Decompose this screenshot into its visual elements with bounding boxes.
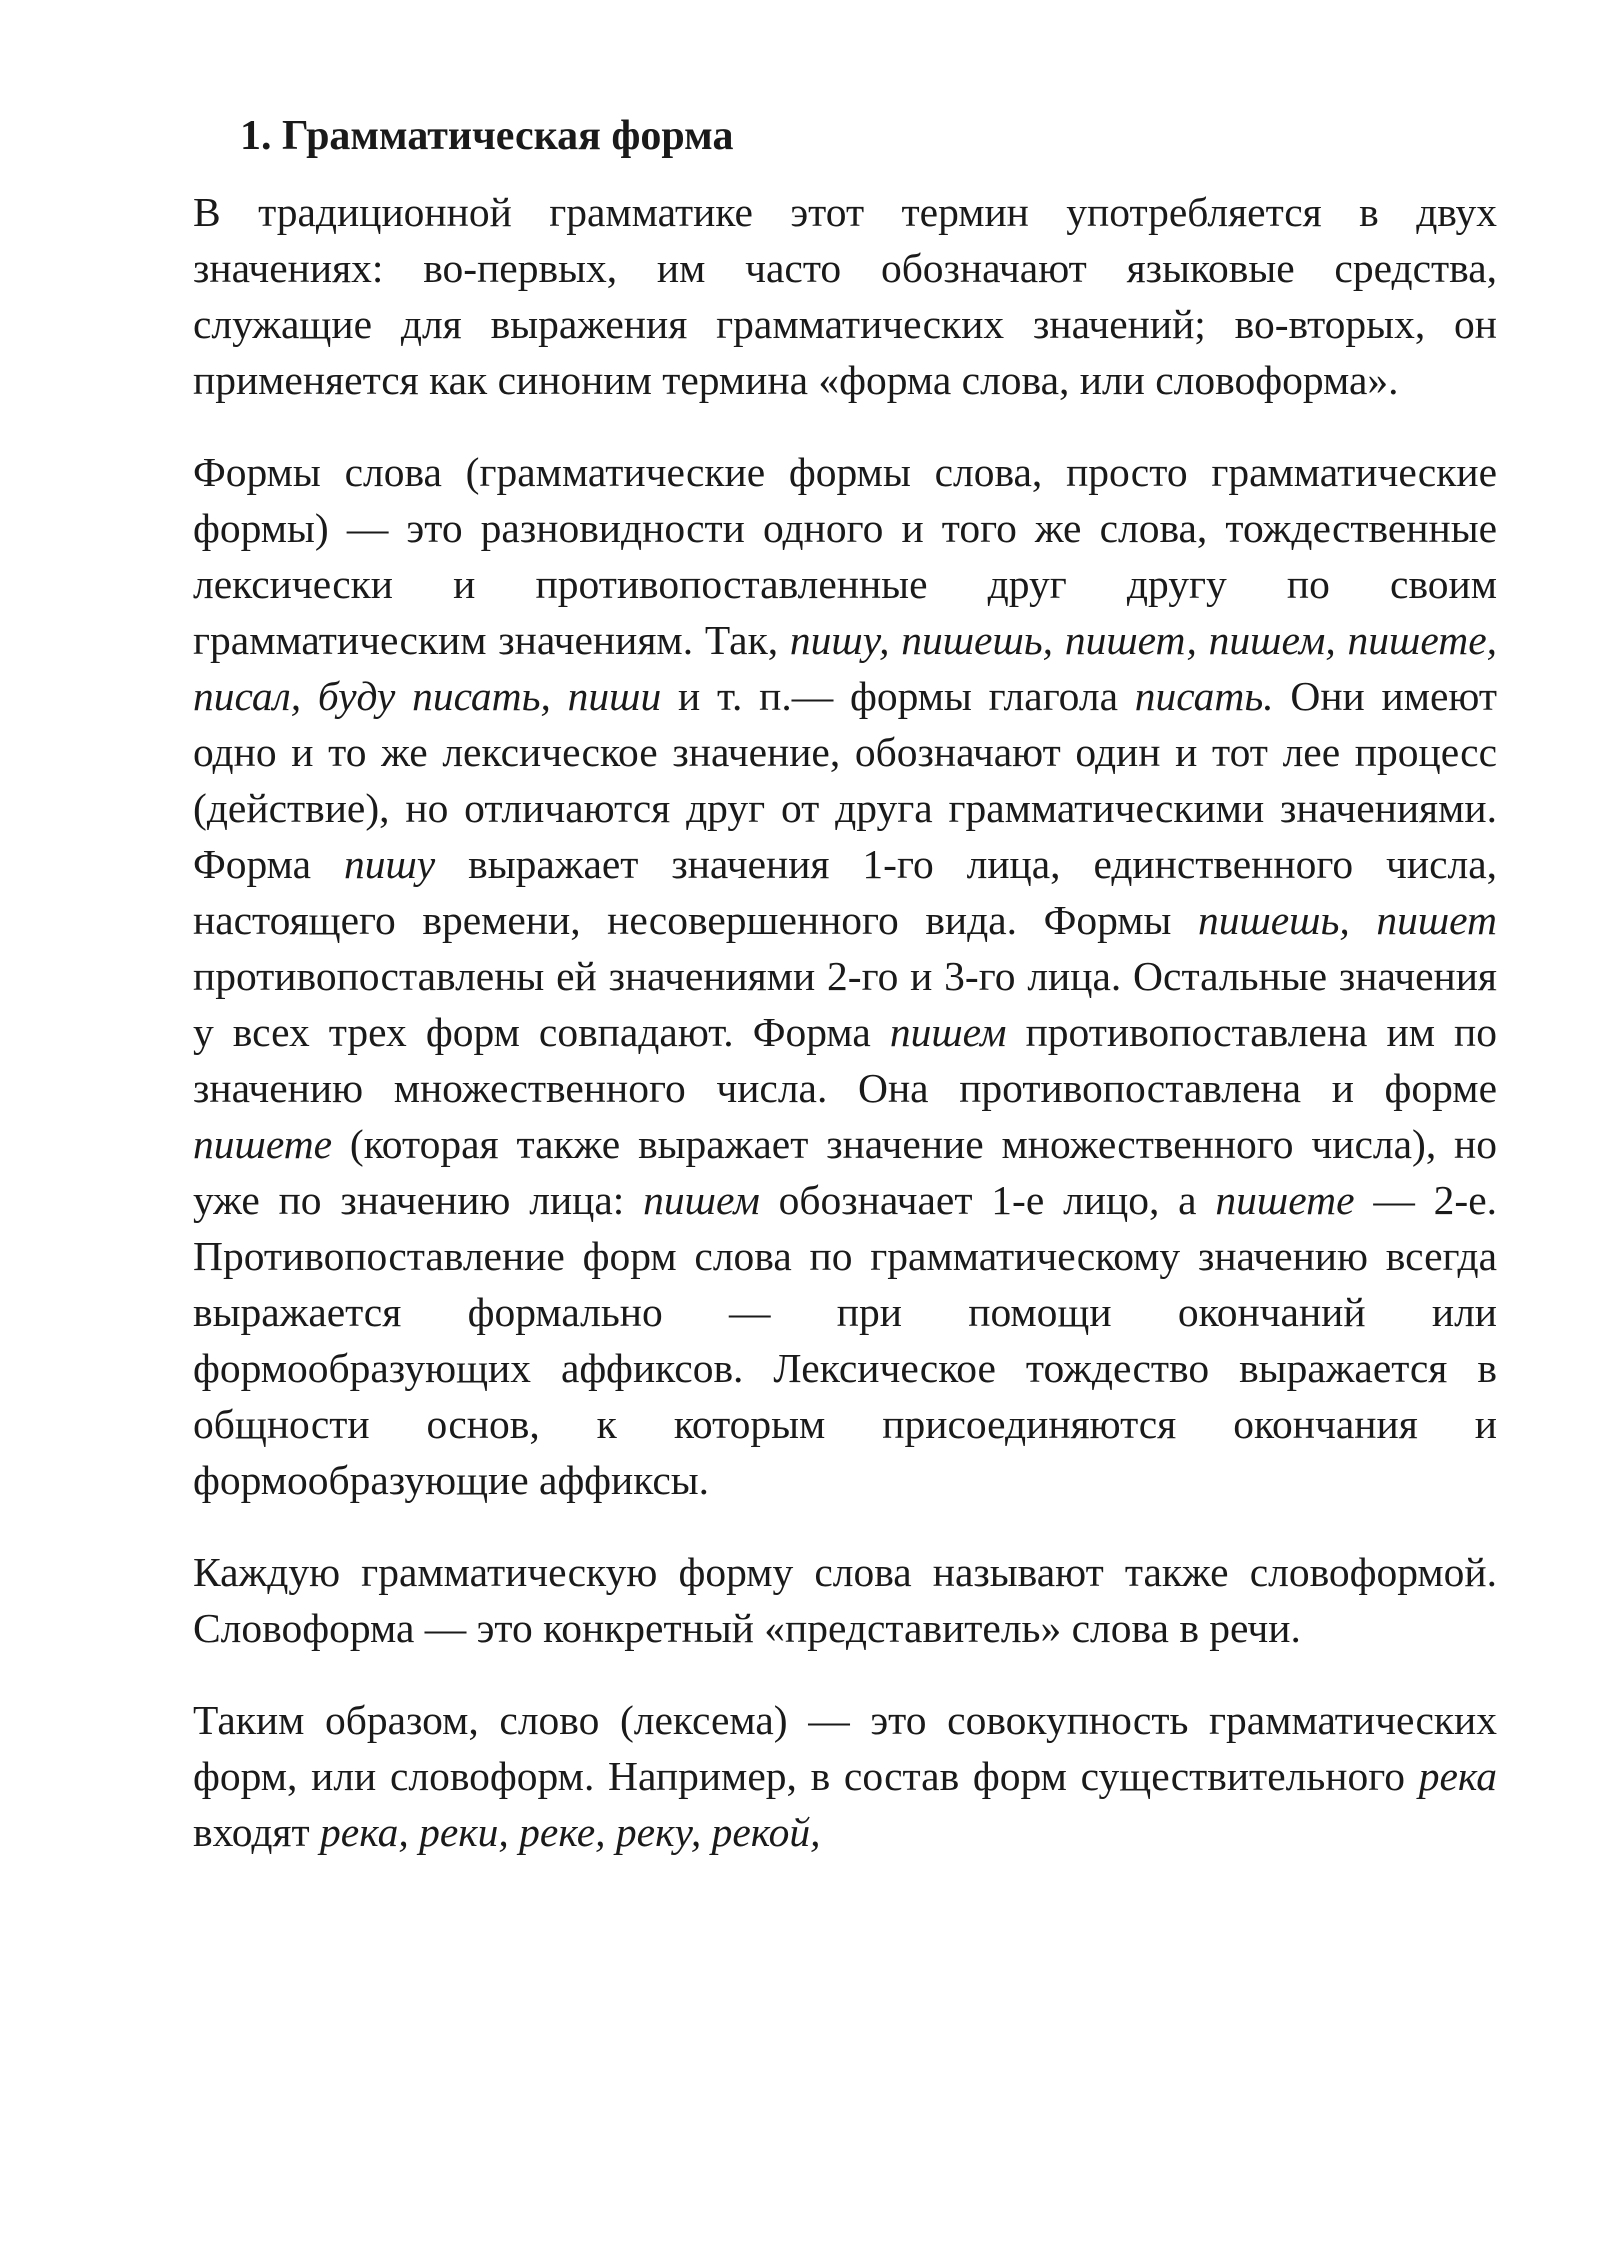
text-run: и т. п.— формы глагола (661, 673, 1135, 719)
text-run: В традиционной грамматике этот термин употребляется в двух значениях: во-первых, им часто обозначают языковые средства, служащие для выражения грамматических значений; во-вторых, он применяется как синоним термина «форма слова, или словоформа». (193, 189, 1497, 403)
body-text (193, 184, 1497, 1860)
italic-example: пишу, пишешь, пишет, пишем, пишете, писал, буду писать, пиши (193, 617, 1497, 719)
section-heading: 1. Грамматическая форма (240, 113, 734, 159)
paragraph (193, 1692, 1497, 1860)
document-page (193, 108, 1497, 1896)
text-run: Формы слова (грамматические формы слова, просто грамматические формы) — это разновидности одного и того же слова, тождественные лексически и противопоставленные друг другу по своим грамматическим значениям. Так, (193, 449, 1497, 663)
text-run: (которая также выражает значение множественного числа), но уже по значению лица: (193, 1121, 1497, 1223)
italic-example: пишем (643, 1177, 760, 1223)
text-run: обозначает 1-е лицо, а (759, 1177, 1216, 1223)
italic-example: пишете (193, 1121, 333, 1167)
paragraph (193, 184, 1497, 408)
text-run: входят (193, 1809, 321, 1855)
italic-example: пишешь, пишет (1197, 897, 1497, 943)
text-run: Таким образом, слово (лексема) — это совокупность грамматических форм, или словоформ. Например, в состав форм существительного (193, 1697, 1497, 1799)
text-run: — 2-е. Противопоставление форм слова по грамматическому значению всегда выражается формально — при помощи окончаний или формообразующих аффиксов. Лексическое тождество выражается в общности основ, к которым присоединяются окончания и формообразующие аффиксы. (193, 1177, 1497, 1503)
text-run: противопоставлена им по значению множественного числа. Она противопоставлена и форме (193, 1009, 1497, 1111)
text-run: противопоставлены ей значениями 2-го и 3-го лица. Остальные значения у всех трех форм совпадают. Форма (193, 953, 1497, 1055)
paragraph (193, 1544, 1497, 1656)
italic-example: река (1418, 1753, 1497, 1799)
italic-example: пишем (889, 1009, 1007, 1055)
text-run: выражает значения 1-го лица, единственного числа, настоящего времени, несовершенного вида. Формы (193, 841, 1497, 943)
text-run: Каждую грамматическую форму слова называют также словоформой. Словоформа — это конкретный «представитель» слова в речи. (193, 1549, 1497, 1651)
paragraph (193, 444, 1497, 1508)
italic-example: пишете (1215, 1177, 1355, 1223)
italic-example: писать. (1134, 673, 1274, 719)
text-run: Они имеют одно и то же лексическое значение, обозначают один и тот лее процесс (действие), но отличаются друг от друга грамматическими значениями. Форма (193, 673, 1498, 887)
italic-example: пишу (343, 841, 436, 887)
italic-example: река, реки, реке, реку, рекой, (320, 1809, 821, 1855)
